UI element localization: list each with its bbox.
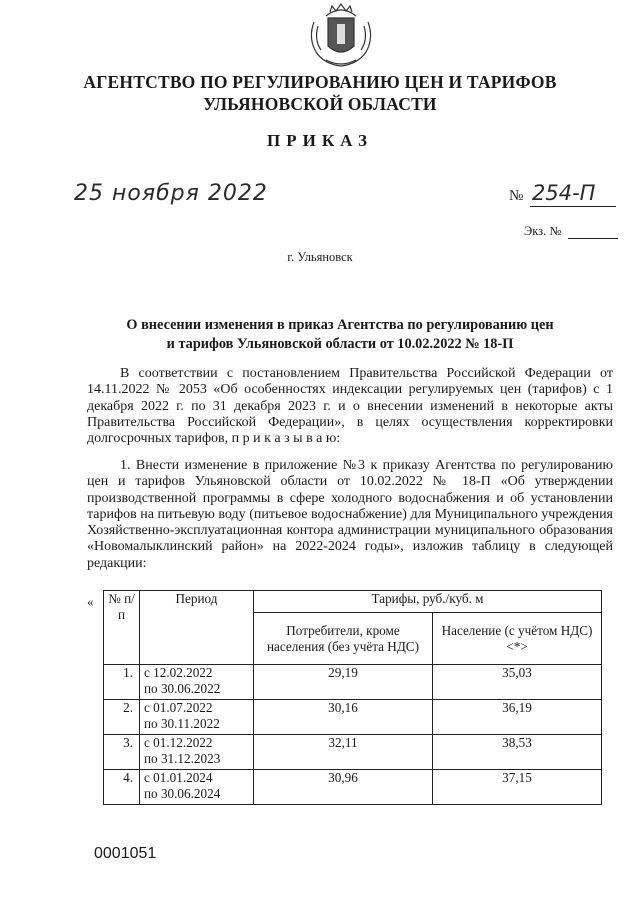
row-period	[140, 735, 254, 770]
city: г. Ульяновск	[287, 250, 353, 264]
period-from: с 12.02.2022	[144, 665, 213, 680]
header-population: Население (с учётом НДС)<*>	[433, 613, 602, 665]
period-to: по 30.06.2024	[144, 786, 221, 801]
row-number: 2.	[104, 700, 140, 735]
period-from: с 01.07.2022	[144, 700, 213, 715]
row-consumers-tariff: 32,11	[254, 735, 433, 770]
opening-quote: «	[87, 594, 94, 609]
subject-line1: О внесении изменения в приказ Агентства по регулированию цен	[126, 317, 554, 333]
row-period	[140, 770, 254, 805]
copy-number-underline	[568, 238, 618, 239]
row-period	[140, 665, 254, 700]
row-population-tariff: 38,53	[433, 735, 602, 770]
paragraph-text: 1. Внести изменение в приложение №3 к приказу Агентства по регулированию цен и тарифов Ульяновской области от 10.02.2022 № 18-П «Об утверждении производственной программы в сфере холодного водоснабжения и об установлении тарифов на питьевую воду (питьевое водоснабжение) для Муниципального учреждения Хозяйственно-эксплуатационная контора администрации муниципального образования «Новомалыклинский район» на 2022-2024 годы», изложив таблицу в следующей редакции:	[87, 458, 613, 571]
row-population-tariff: 37,15	[433, 770, 602, 805]
subject-line2: и тарифов Ульяновской области от 10.02.2022 № 18-П	[166, 336, 514, 352]
coat-of-arms-icon	[306, 2, 376, 70]
document-type-title: ПРИКАЗ	[267, 131, 373, 150]
handwritten-number: 254-П	[532, 181, 596, 205]
row-number: 1.	[104, 665, 140, 700]
table-row	[104, 700, 602, 735]
row-consumers-tariff: 30,96	[254, 770, 433, 805]
row-consumers-tariff: 29,19	[254, 665, 433, 700]
copy-number-label: Экз. №	[524, 224, 562, 238]
table-row	[104, 770, 602, 805]
body-paragraph-2	[87, 458, 613, 572]
row-consumers-tariff: 30,16	[254, 700, 433, 735]
document-subject	[80, 316, 600, 354]
period-from: с 01.12.2022	[144, 735, 213, 750]
table-row	[104, 735, 602, 770]
number-underline	[530, 206, 616, 207]
period-to: по 30.06.2022	[144, 681, 221, 696]
tariff-table	[103, 590, 602, 805]
table-row	[104, 665, 602, 700]
row-population-tariff: 35,03	[433, 665, 602, 700]
handwritten-date: 25 ноября 2022	[74, 181, 268, 206]
header-tariffs: Тарифы, руб./куб. м	[254, 591, 602, 613]
period-from: с 01.01.2024	[144, 770, 213, 785]
header-consumers: Потребители, кроме населения (без учёта НДС)	[254, 613, 433, 665]
agency-name-line2: УЛЬЯНОВСКОЙ ОБЛАСТИ	[203, 94, 437, 114]
row-number: 3.	[104, 735, 140, 770]
number-label: №	[509, 188, 524, 204]
row-population-tariff: 36,19	[433, 700, 602, 735]
agency-name-line1: АГЕНТСТВО ПО РЕГУЛИРОВАНИЮ ЦЕН И ТАРИФОВ	[83, 72, 557, 92]
period-to: по 31.12.2023	[144, 751, 221, 766]
row-period	[140, 700, 254, 735]
body-paragraph-1	[87, 366, 613, 447]
period-to: по 30.11.2022	[144, 716, 220, 731]
paragraph-text: В соответствии с постановлением Правительства Российской Федерации от 14.11.2022 № 2053 «Об особенностях индексации регулируемых цен (тарифов) с 1 декабря 2022 г. по 31 декабря 2023 г. и о внесении изменений в некоторые акты Правительства Российской Федерации», в целях осуществления корректировки долгосрочных тарифов, п р и к а з ы в а ю:	[87, 366, 613, 447]
row-number: 4.	[104, 770, 140, 805]
header-num: № п/п	[104, 591, 140, 665]
header-period: Период	[140, 591, 254, 665]
document-serial-number: 0001051	[94, 845, 157, 862]
